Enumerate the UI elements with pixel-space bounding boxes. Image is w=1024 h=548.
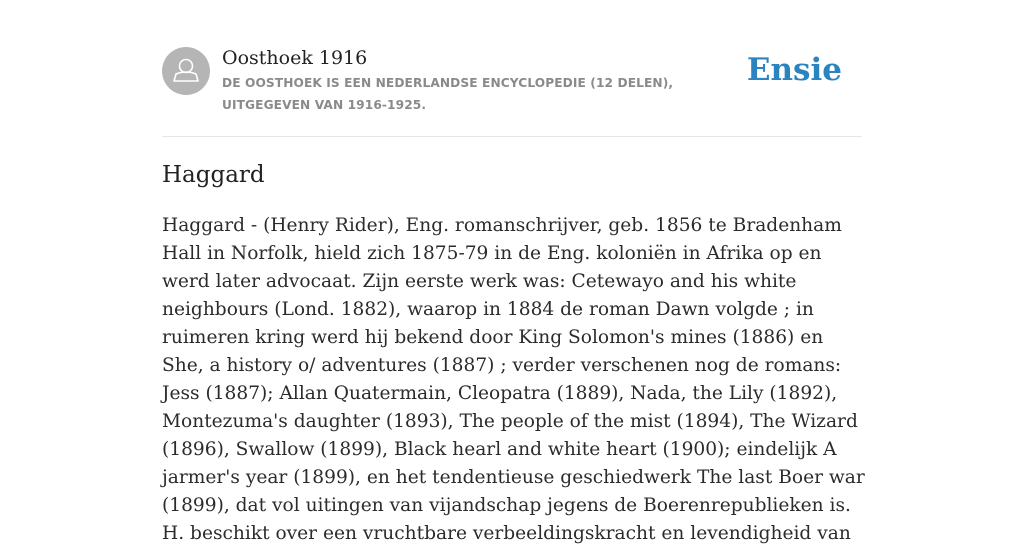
avatar[interactable]: [162, 47, 210, 95]
source-description: DE OOSTHOEK IS EEN NEDERLANDSE ENCYCLOPEDIE (12 DELEN), UITGEGEVEN VAN 1916-1925.: [222, 76, 674, 112]
article-title: Haggard: [162, 162, 265, 188]
source-title[interactable]: Oosthoek 1916: [222, 47, 368, 69]
brand-logo[interactable]: Ensie: [746, 52, 842, 88]
user-icon: [162, 47, 210, 95]
source-header: [162, 44, 862, 137]
article-body: Haggard - (Henry Rider), Eng. romanschrijver, geb. 1856 te Bradenham Hall in Norfolk, hield zich 1875-79 in de Eng. koloniën in Afrika op en werd later advocaat. Zijn eerste werk was: Cetewayo and his white neighbours (Lond. 1882), waarop in 1884 de roman Dawn volgde ; in ruimeren kring werd hij bekend door King Solomon's mines (1886) en She, a history o/ adventures (1887) ; verder verschenen nog de romans: Jess (1887); Allan Quatermain, Cleopatra (1889), Nada, the Lily (1892), Montezuma's daughter (1893), The people of the mist (1894), The Wizard (1896), Swallow (1899), Black hearl and white heart (1900); eindelijk A jarmer's year (1899), en het tendentieuse geschiedwerk The last Boer war (1899), dat vol uitingen van vijandschap jegens de Boerenrepublieken is. H. beschikt over een vruchtbare verbeeldingskracht en levendigheid van: [162, 215, 865, 544]
